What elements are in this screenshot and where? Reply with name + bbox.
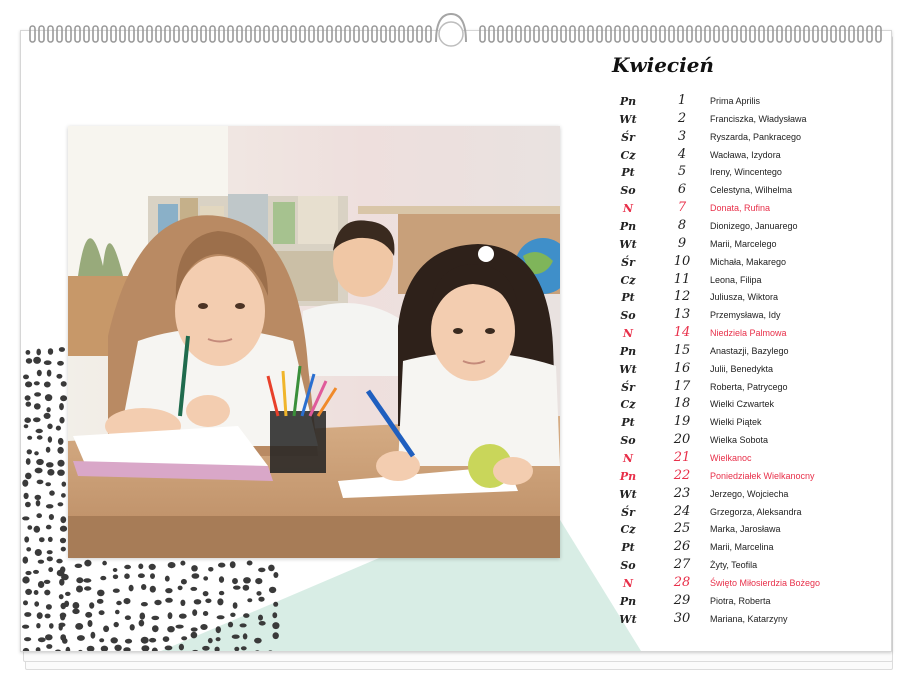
day-number: 19 (673, 414, 691, 430)
nameday-label: Celestyna, Wilhelma (710, 185, 793, 196)
day-number: 10 (673, 253, 691, 269)
nameday-label: Marka, Jarosława (710, 524, 781, 535)
weekday-abbr: N (622, 327, 634, 341)
calendar-day-row (611, 93, 871, 111)
nameday-label: Wielka Sobota (710, 435, 769, 446)
calendar-day-row (611, 147, 871, 165)
day-number: 11 (673, 271, 691, 287)
nameday-label: Marii, Marcelego (710, 238, 777, 249)
day-number: 4 (677, 146, 687, 162)
day-number: 17 (673, 378, 691, 394)
weekday-abbr: Pn (619, 95, 637, 108)
calendar-day-row (611, 539, 871, 557)
day-number: 28 (673, 574, 691, 590)
nameday-label: Roberta, Patrycego (710, 381, 788, 392)
weekday-abbr: Śr (621, 505, 635, 519)
weekday-abbr: Pn (619, 219, 637, 233)
weekday-abbr: So (620, 309, 636, 323)
weekday-abbr: N (622, 202, 634, 216)
nameday-label: Ireny, Wincentego (710, 167, 782, 178)
nameday-label: Święto Miłosierdzia Bożego (710, 577, 821, 588)
day-number: 30 (673, 610, 691, 626)
day-number: 26 (673, 539, 691, 555)
day-number: 13 (673, 307, 691, 323)
day-number: 14 (673, 325, 691, 341)
calendar-day-row (611, 414, 871, 432)
nameday-label: Piotra, Roberta (710, 595, 771, 606)
day-number: 29 (673, 592, 691, 608)
calendar-day-row (611, 557, 871, 575)
calendar-day-row (611, 593, 871, 611)
weekday-abbr: Wt (619, 237, 637, 251)
nameday-label: Juliusza, Wiktora (710, 292, 779, 303)
calendar-day-row (611, 307, 871, 325)
day-number: 25 (673, 521, 691, 537)
nameday-label: Niedziela Palmowa (710, 328, 787, 339)
weekday-abbr: Wt (619, 362, 637, 376)
nameday-label: Mariana, Katarzyny (710, 613, 788, 624)
calendar-day-row (611, 575, 871, 593)
day-number: 7 (677, 200, 687, 216)
nameday-label: Michała, Makarego (710, 256, 787, 267)
day-number: 5 (677, 164, 687, 180)
nameday-label: Przemysława, Idy (710, 310, 781, 321)
nameday-label: Anastazji, Bazylego (710, 345, 789, 356)
calendar-day-row (611, 254, 871, 272)
nameday-label: Julii, Benedykta (710, 363, 774, 374)
nameday-label: Ryszarda, Pankracego (710, 131, 802, 142)
calendar-day-row (611, 521, 871, 539)
nameday-label: Donata, Rufina (710, 203, 771, 214)
weekday-abbr: Pt (621, 291, 635, 305)
calendar-day-row (611, 200, 871, 218)
day-number: 24 (673, 503, 691, 519)
weekday-abbr: Pn (619, 469, 637, 483)
calendar-day-row (611, 611, 871, 629)
calendar-day-row (611, 504, 871, 522)
nameday-label: Marii, Marcelina (710, 542, 774, 553)
calendar-day-row (611, 236, 871, 254)
weekday-abbr: Wt (619, 487, 637, 501)
nameday-label: Wielkanoc (710, 453, 752, 463)
day-number: 9 (677, 235, 687, 251)
nameday-label: Prima Aprilis (710, 96, 761, 106)
weekday-abbr: Cz (620, 148, 636, 162)
calendar-day-row (611, 111, 871, 129)
nameday-label: Dionizego, Januarego (710, 220, 798, 231)
calendar-day-row (611, 468, 871, 486)
weekday-abbr: Śr (621, 130, 635, 144)
day-number: 16 (673, 360, 691, 376)
calendar-day-row (611, 129, 871, 147)
month-title: Kwiecień (612, 53, 714, 77)
calendar-day-row (611, 379, 871, 397)
weekday-abbr: Śr (621, 255, 635, 269)
day-number: 15 (673, 342, 691, 358)
day-number: 12 (673, 289, 691, 305)
calendar-day-row (611, 325, 871, 343)
day-number: 2 (677, 110, 687, 126)
calendar-day-row (611, 396, 871, 414)
day-number: 21 (673, 450, 691, 465)
weekday-abbr: Wt (619, 612, 637, 626)
spiral-binding (26, 12, 886, 52)
day-number: 20 (673, 432, 691, 448)
calendar-day-row (611, 182, 871, 200)
day-number: 23 (673, 485, 691, 501)
classroom-photo (68, 126, 560, 558)
day-number: 3 (677, 128, 687, 144)
weekday-abbr: Cz (620, 273, 636, 287)
calendar-day-row (611, 272, 871, 290)
nameday-label: Wielki Czwartek (710, 399, 775, 410)
nameday-label: Wacława, Izydora (710, 149, 781, 160)
calendar-day-row (611, 432, 871, 450)
calendar-day-row (611, 164, 871, 182)
weekday-abbr: N (622, 576, 634, 590)
calendar-day-row (611, 361, 871, 379)
weekday-abbr: So (620, 559, 636, 573)
nameday-label: Żyty, Teofila (710, 560, 758, 571)
calendar-day-row (611, 289, 871, 307)
weekday-abbr: So (620, 184, 636, 198)
nameday-label: Franciszka, Władysława (710, 113, 807, 124)
weekday-abbr: Pn (619, 594, 637, 608)
calendar-day-row (611, 343, 871, 361)
weekday-abbr: Pn (619, 344, 637, 358)
nameday-label: Leona, Filipa (710, 274, 762, 285)
calendar-day-row (611, 218, 871, 236)
weekday-abbr: Śr (621, 380, 635, 394)
day-number: 6 (677, 182, 687, 198)
weekday-abbr: Pt (621, 416, 635, 430)
weekday-abbr: Cz (620, 523, 636, 537)
day-number: 22 (673, 467, 691, 483)
weekday-abbr: Wt (619, 112, 637, 126)
nameday-label: Grzegorza, Aleksandra (710, 506, 802, 517)
day-number: 1 (677, 93, 687, 108)
weekday-abbr: Cz (620, 398, 636, 412)
weekday-abbr: Pt (621, 166, 635, 180)
day-number: 8 (677, 217, 687, 233)
weekday-abbr: So (620, 434, 636, 448)
nameday-label: Poniedziałek Wielkanocny (710, 470, 815, 481)
day-number: 27 (673, 557, 691, 573)
nameday-label: Wielki Piątek (710, 417, 762, 428)
calendar-day-row (611, 450, 871, 468)
nameday-label: Jerzego, Wojciecha (710, 488, 789, 499)
weekday-abbr: Pt (621, 541, 635, 555)
calendar-page (20, 30, 892, 652)
day-number: 18 (673, 396, 691, 412)
calendar-day-row (611, 486, 871, 504)
weekday-abbr: N (622, 452, 634, 465)
photo-illustration (68, 126, 560, 558)
